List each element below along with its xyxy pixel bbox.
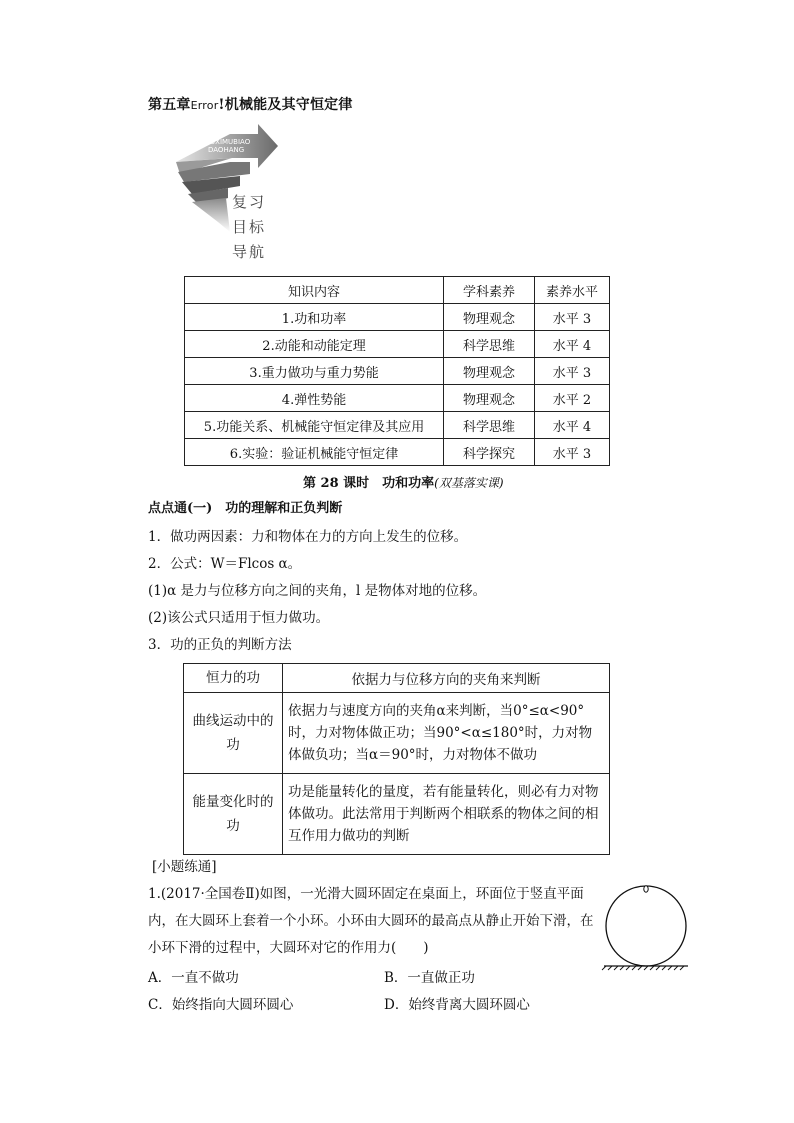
- table-header-cell: 学科素养: [444, 277, 535, 304]
- table-cell: 水平 4: [535, 331, 610, 358]
- table-cell: 1.功和功率: [185, 304, 444, 331]
- table-header-cell: 素养水平: [535, 277, 610, 304]
- table-cell: 科学思维: [444, 331, 535, 358]
- ring-on-table-figure: [600, 880, 692, 975]
- nav-label-line1: 复习: [232, 193, 267, 211]
- table-row: [185, 304, 610, 331]
- option-d: D．始终背离大圆环圆心: [384, 997, 530, 1013]
- paragraph-item2b: (2)该公式只适用于恒力做功。: [148, 610, 330, 626]
- large-ring: [606, 886, 686, 966]
- table-cell: 4.弹性势能: [185, 385, 444, 412]
- review-goals-label: [232, 190, 272, 265]
- question-line: 1.(2017·全国卷Ⅱ)如图，一光滑大圆环固定在桌面上，环面位于竖直平面: [148, 886, 584, 902]
- lesson-title: [303, 472, 504, 491]
- table-cell: 5.功能关系、机械能守恒定律及其应用: [185, 412, 444, 439]
- chapter-prefix: 第五章: [148, 97, 191, 113]
- lesson-tag: (双基落实课): [434, 476, 504, 490]
- paragraph-item3: 3．功的正负的判断方法: [148, 637, 292, 653]
- table-cell: 水平 3: [535, 358, 610, 385]
- lesson-title-text: 第 28 课时 功和功率: [303, 476, 435, 491]
- table-row: [185, 412, 610, 439]
- table-cell: 物理观念: [444, 385, 535, 412]
- table-row: [185, 385, 610, 412]
- option-c: C．始终指向大圆环圆心: [148, 997, 294, 1013]
- chapter-error-text: Error: [190, 99, 219, 112]
- table-row: [185, 439, 610, 466]
- table-row: [185, 331, 610, 358]
- table-cell: 水平 4: [535, 412, 610, 439]
- table-cell: 科学思维: [444, 412, 535, 439]
- table-cell: 水平 3: [535, 439, 610, 466]
- table-cell: 依据力与速度方向的夹角α来判断，当0°≤α<90°时，力对物体做正功；当90°<α≤180°时，力对物体做负功；当α＝90°时，力对物体不做功: [283, 693, 610, 774]
- goals-table: [184, 276, 610, 466]
- table-header-cell: 依据力与位移方向的夹角来判断: [283, 664, 610, 693]
- table-cell: 物理观念: [444, 358, 535, 385]
- table-cell: 水平 2: [535, 385, 610, 412]
- nav-label-line3: 导航: [232, 243, 267, 261]
- table-header-cell: 知识内容: [185, 277, 444, 304]
- option-a: A．一直不做功: [148, 970, 239, 986]
- paragraph-item2: 2．公式：W＝Flcos α。: [148, 556, 302, 572]
- question-line: 内，在大圆环上套着一个小环。小环由大圆环的最高点从静止开始下滑，在: [148, 913, 594, 929]
- small-ring: [644, 886, 648, 892]
- table-cell: 物理观念: [444, 304, 535, 331]
- paragraph-item2a: (1)α 是力与位移方向之间的夹角，l 是物体对地的位移。: [148, 583, 487, 599]
- logo-text-line2: DAOHANG: [208, 146, 245, 154]
- table-row-label: 曲线运动中的功: [184, 693, 283, 774]
- table-cell: 6.实验：验证机械能守恒定律: [185, 439, 444, 466]
- table-row: [185, 358, 610, 385]
- paragraph-item1: 1．做功两因素：力和物体在力的方向上发生的位移。: [148, 529, 468, 545]
- table-cell: 2.动能和动能定理: [185, 331, 444, 358]
- table-cell: 3.重力做功与重力势能: [185, 358, 444, 385]
- table-cell: 科学探究: [444, 439, 535, 466]
- question-line: 小环下滑的过程中，大圆环对它的作用力( ): [148, 940, 429, 956]
- table-row-label: 能量变化时的功: [184, 774, 283, 855]
- logo-text-line1: FUXIMUBIAO: [206, 138, 251, 146]
- practice-heading: [小题练通]: [152, 859, 217, 875]
- table-header-cell: 恒力的功: [184, 664, 283, 693]
- work-sign-table: [183, 663, 610, 855]
- goals-table-header: [185, 277, 610, 304]
- table-row: [184, 774, 610, 855]
- section-heading: 点点通(一) 功的理解和正负判断: [148, 501, 343, 516]
- table-row: [184, 693, 610, 774]
- work-sign-table-header: [184, 664, 610, 693]
- table-cell: 功是能量转化的量度，若有能量转化，则必有力对物体做功。此法常用于判断两个相联系的物体之间的相互作用力做功的判断: [283, 774, 610, 855]
- nav-label-line2: 目标: [232, 218, 267, 236]
- option-b: B．一直做正功: [384, 970, 475, 986]
- chapter-suffix: !机械能及其守恒定律: [218, 97, 353, 113]
- chapter-title: [148, 94, 353, 114]
- table-cell: 水平 3: [535, 304, 610, 331]
